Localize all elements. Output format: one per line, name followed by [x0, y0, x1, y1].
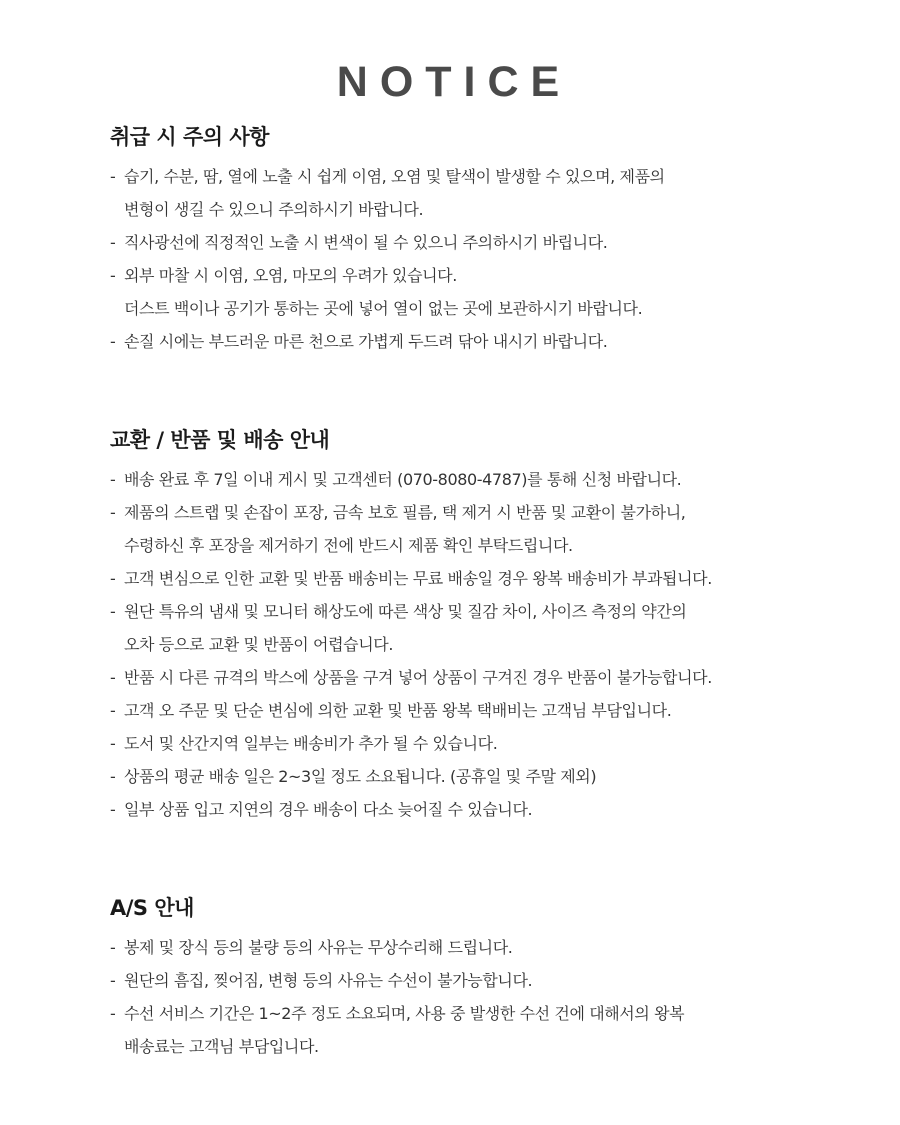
item-text-continued: 변형이 생길 수 있으니 주의하시기 바랍니다.: [124, 200, 424, 219]
notice-list: [110, 160, 830, 358]
item-text: 고객 오 주문 및 단순 변심에 의한 교환 및 반품 왕복 택배비는 고객님 부담입니다.: [124, 701, 672, 720]
item-text: 손질 시에는 부드러운 마른 천으로 가볍게 두드려 닦아 내시기 바랍니다.: [124, 332, 608, 351]
bullet-dash: -: [110, 938, 116, 957]
bullet-dash: -: [110, 503, 116, 522]
bullet-dash: -: [110, 701, 116, 720]
item-text: 반품 시 다른 규격의 박스에 상품을 구겨 넣어 상품이 구겨진 경우 반품이 불가능합니다.: [124, 668, 712, 687]
section-handling-precautions: [110, 122, 830, 358]
list-item: [110, 463, 830, 496]
item-text: 일부 상품 입고 지연의 경우 배송이 다소 늦어질 수 있습니다.: [124, 800, 533, 819]
list-item: [110, 562, 830, 595]
list-item: [110, 496, 830, 562]
item-text: 수선 서비스 기간은 1~2주 정도 소요되며, 사용 중 발생한 수선 건에 대해서의 왕복: [124, 1004, 685, 1023]
page-title: NOTICE: [336, 57, 572, 106]
item-text: 도서 및 산간지역 일부는 배송비가 추가 될 수 있습니다.: [124, 734, 498, 753]
item-text: 상품의 평균 배송 일은 2~3일 정도 소요됩니다. (공휴일 및 주말 제외): [124, 767, 597, 786]
item-text: 원단의 흠집, 찢어짐, 변형 등의 사유는 수선이 불가능합니다.: [124, 971, 533, 990]
item-text: 원단 특유의 냄새 및 모니터 해상도에 따른 색상 및 질감 차이, 사이즈 측정의 약간의: [124, 602, 687, 621]
section-heading: 교환 / 반품 및 배송 안내: [110, 428, 330, 452]
bullet-dash: -: [110, 233, 116, 252]
section-heading: 취급 시 주의 사항: [110, 125, 269, 149]
item-text: 습기, 수분, 땀, 열에 노출 시 쉽게 이염, 오염 및 탈색이 발생할 수 있으며, 제품의: [124, 167, 665, 186]
section-after-service: [110, 893, 830, 1063]
bullet-dash: -: [110, 1004, 116, 1023]
item-text: 직사광선에 직정적인 노출 시 변색이 될 수 있으니 주의하시기 바립니다.: [124, 233, 608, 252]
list-item: [110, 226, 830, 259]
item-text-continued: 오차 등으로 교환 및 반품이 어렵습니다.: [124, 635, 394, 654]
item-text: 외부 마찰 시 이염, 오염, 마모의 우려가 있습니다.: [124, 266, 457, 285]
bullet-dash: -: [110, 266, 116, 285]
list-item: [110, 793, 830, 826]
list-item: [110, 694, 830, 727]
list-item: [110, 595, 830, 661]
bullet-dash: -: [110, 800, 116, 819]
list-item: [110, 964, 830, 997]
bullet-dash: -: [110, 167, 116, 186]
item-text-continued: 더스트 백이나 공기가 통하는 곳에 넣어 열이 없는 곳에 보관하시기 바랍니다.: [124, 299, 643, 318]
list-item: [110, 325, 830, 358]
item-text: 제품의 스트랩 및 손잡이 포장, 금속 보호 필름, 택 제거 시 반품 및 교환이 불가하니,: [124, 503, 686, 522]
list-item: [110, 997, 830, 1063]
notice-list: [110, 463, 830, 826]
list-item: [110, 760, 830, 793]
item-text-continued: 배송료는 고객님 부담입니다.: [124, 1037, 319, 1056]
list-item: [110, 661, 830, 694]
item-text: 배송 완료 후 7일 이내 게시 및 고객센터 (070-8080-4787)를 통해 신청 바랍니다.: [124, 470, 682, 489]
bullet-dash: -: [110, 971, 116, 990]
list-item: [110, 160, 830, 226]
bullet-dash: -: [110, 767, 116, 786]
list-item: [110, 259, 830, 325]
bullet-dash: -: [110, 470, 116, 489]
bullet-dash: -: [110, 332, 116, 351]
section-exchange-return-shipping: [110, 425, 830, 826]
section-heading: A/S 안내: [110, 896, 194, 920]
notice-list: [110, 931, 830, 1063]
list-item: [110, 931, 830, 964]
item-text: 고객 변심으로 인한 교환 및 반품 배송비는 무료 배송일 경우 왕복 배송비가 부과됩니다.: [124, 569, 712, 588]
bullet-dash: -: [110, 602, 116, 621]
bullet-dash: -: [110, 668, 116, 687]
bullet-dash: -: [110, 734, 116, 753]
bullet-dash: -: [110, 569, 116, 588]
item-text: 봉제 및 장식 등의 불량 등의 사유는 무상수리해 드립니다.: [124, 938, 513, 957]
item-text-continued: 수령하신 후 포장을 제거하기 전에 반드시 제품 확인 부탁드립니다.: [124, 536, 573, 555]
list-item: [110, 727, 830, 760]
